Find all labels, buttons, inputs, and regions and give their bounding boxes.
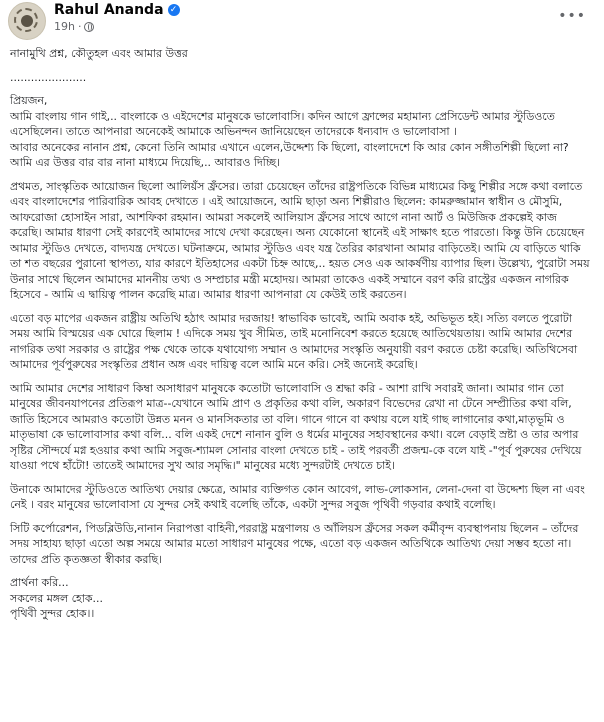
paragraph-7: সিটি কর্পোরেশন, পিডব্লিউডি,নানান নিরাপত্তা বাহিনী,পররাষ্ট্র মন্ত্রণালয় ও আঁলিয়স ফ্রঁসের সকল কর্মীবৃন্দ ব্যবস্থাপনায় ছিলেন – তাঁদের সদয় সাহায্য ছাড়া এতো অল্প সময়ে আমার মতো সাধারণ মানুষের পক্ষে, এতো বড় একজন অতিথিকে আতিথ্য দেয়া সম্ভব হতো না। তাদের প্রতি কৃতজ্ঞতা স্বীকার করছি।	[10, 521, 579, 566]
author-name[interactable]: Rahul Ananda	[54, 2, 164, 18]
globe-icon[interactable]	[84, 22, 94, 32]
greeting: প্রিয়জন,	[10, 94, 48, 107]
author-meta	[54, 2, 180, 33]
closing-line: প্রার্থনা করি...	[10, 576, 69, 589]
closing-line: পৃথিবী সুন্দর হোক।।	[10, 607, 95, 620]
closing-line: সকলের মঙ্গল হোক...	[10, 591, 103, 605]
post-body	[8, 46, 590, 622]
paragraph-2: আবার অনেকের নানান প্রশ্ন, কেনো তিনি আমার এখানে এলেন,উদ্দেশ্য কি ছিলো, বাংলাদেশে কি আর কোন সঙ্গীতশিল্পী ছিলো না? আমি এর উত্তর বার বার নানা মাধ্যমে দিয়েছি,.. আবারও দিচ্ছি।	[10, 140, 569, 169]
post-timestamp[interactable]: 19h	[54, 20, 75, 33]
paragraph-1: আমি বাংলায় গান গাই,.. বাংলাকে ও এইদেশের মানুষকে ভালোবাসি। কদিন আগে ফ্রান্সের মহামান্য প্রেসিডেন্ট আমার স্টুডিওতে এসেছিলেন। তাতে আপনারা অনেকেই আমাকে অভিনন্দন জানিয়েছেন তাদেরকে ধন্যবাদ ও ভালোবাসা ।	[10, 109, 555, 138]
paragraph-3: প্রথমত, সাংস্কৃতিক আয়োজন ছিলো আলিয়ঁস ফ্রঁসের। তারা চেয়েছেন তাঁদের রাষ্ট্রপতিকে বিভিন্ন মাধ্যমের কিছু শিল্পীর সঙ্গে কথা বলাতে এবং বাংলাদেশের পারিবারিক আবহ দেখাতে । এই আয়োজনে, আমি ছাড়া অন্য শিল্পীরাও ছিলেন: কামরুজ্জামান স্বাধীন ও মৌসুমি, আফরোজা হোসাইন সারা, আশফিকা রহমান। আমরা সকলেই আলিয়াস ফ্রঁসের সাথে আগে নানা আর্ট ও মিউজিক প্রকল্পেই কাজ করেছি। আমার ধারণা সেই কারণেই আমাদের সাথে দেখা করেছেন। অন্য যেকোনো স্থানেই এই সাক্ষাৎ হতে পারতো। কিন্তু উনি চেয়েছেন আমার স্টুডিও দেখতে, বাদ্যযন্ত্র দেখতে। ঘটনাক্রমে, আমার স্টুডিও এবং যন্ত্র তৈরির কারখানা আমার বাড়িতেই। আমি যে বাড়িতে থাকি তা শত বছরের পুরানো স্থাপত্য, যার কারণে ইতিহাসের একটা চিহ্ন আছে,.. হয়ত সেও এক আকর্ষণীয় ব্যাপার ছিল। উল্লেখ্য, পুরোটা সময় উনার সাথে ছিলেন আমাদের মাননীয় তথ্য ও সম্প্রচার মন্ত্রী মহোদয়। আমরা তাকেও একই সম্মানে বরণ করি রাস্ট্রের একজন নাগরিক হিসেবে - আমি এ দ্বায়িত্ব পালন করেছি মাত্র। আমার ধারণা আপনারা যে কেউই তাই করতেন।	[10, 179, 590, 301]
more-options-icon[interactable]: •••	[558, 8, 586, 24]
avatar-logo-core	[21, 15, 33, 27]
title-separator: ......................	[10, 70, 87, 84]
name-row	[54, 2, 180, 18]
post-title: নানামুখি প্রশ্ন, কৌতুহল এবং আমার উত্তর	[10, 47, 188, 60]
post-header	[8, 0, 590, 46]
paragraph-5: আমি আমার দেশের সাধারণ কিম্বা অসাধারণ মানুষকে কতোটা ভালোবাসি ও শ্রদ্ধা করি - আশা রাখি সবারই জানা। আমার গান তো মানুষের জীবনযাপনের প্রতিরূপ মাত্র--যেখানে আমি প্রাণ ও প্রকৃতির কথা বলি, অকারণ বিভেদের রেখা না টেনে সম্প্রীতির কথা বলি, জাতি হিসেবে আমরাও কতোটা উন্নত মনন ও মানসিকতার তা বলি। গানে গানে বা কথায় বলে যাই গাছ লাগানোর কথা,মাতৃভূমি ও মাতৃভাষা কে ভালোবাসার কথা বলি... বলি একই দেশে নানান বুলি ও ধর্মের মানুষের সহাবস্থানের কথা। বলে বেড়াই স্রষ্টা ও তার অপার সৃষ্টির সৌন্দর্যে মগ্ন হওয়ার কথা আমি সবুজ-শ্যামল সোনার বাংলা দেখতে চাই - তাই পরবর্তী প্রজন্ম-কে বলে যাই -"পূর্ব পুরুষের দেখিয়ে যাওয়া পথে হাঁটো! তাতেই আমাদের সুখ আর সমৃদ্ধি।" মানুষের মধ্যে সুন্দরটাই দেখতে চাই।	[10, 381, 582, 472]
closing	[10, 575, 590, 622]
time-row	[54, 20, 180, 33]
separator-dot: ·	[77, 20, 82, 33]
paragraph-4: এতো বড় মাপের একজন রাষ্ট্রীয় অতিথি হঠাৎ আমার দরজায়! স্বাভাবিক ভাবেই, আমি অবাক হই, অভিভূত হই। সত্যি বলতে পুরোটা সময় আমি বিস্ময়ের এক ঘোরে ছিলাম ! এদিকে সময় খুব সীমিত, তাই মনোনিবেশ করতে হয়েছে আতিথেয়তায়। আমি আমার দেশের নাগরিক তথা সরকার ও রাষ্ট্রের পক্ষ থেকে তাকে যথাযোগ্য সম্মান ও আমাদের সংস্কৃতি অনুযায়ী বরণ করতে চেষ্টা করেছি। অতিথিসেবা আমাদের পূর্বপুরুষের সংস্কৃতির প্রধান অঙ্গ এবং দায়িত্ব বলে আমি মনে করি। সেই জন্যেই করেছি।	[10, 311, 578, 371]
author-avatar[interactable]	[8, 2, 46, 40]
verified-badge-icon: ✓	[168, 4, 180, 16]
paragraph-6: উনাকে আমাদের স্টুডিওতে আতিথ্য দেয়ার ক্ষেত্রে, আমার ব্যক্তিগত কোন আবেগ, লাভ-লোকসান, লেনা-দেনা বা উদ্দেশ্য ছিল না এবং নেই । বরং মানুষের ভালোবাসা যে সুন্দর সেই কথাই বলেছি তাঁকে, একটা সুন্দর সবুজ পৃথিবী গড়বার কথাই বলেছি।	[10, 482, 585, 511]
